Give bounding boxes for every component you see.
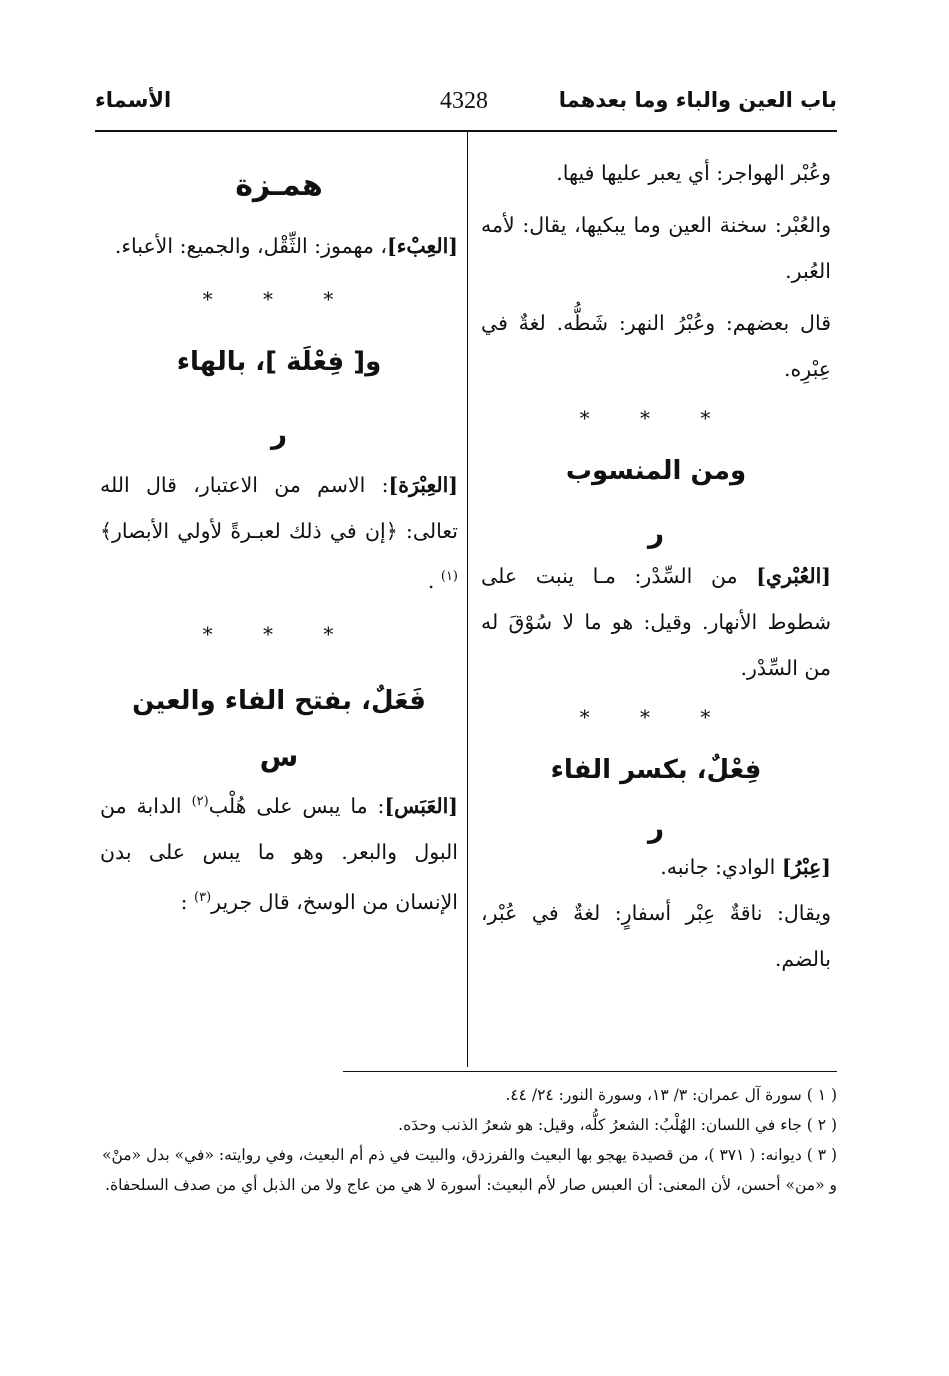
entry-term: [العِبْرَة] [388,473,458,497]
entry-term: [العَبَس] [384,793,459,818]
letter-heading: ر [647,516,665,549]
column-divider [467,132,468,1067]
dictionary-entry [100,223,458,269]
section-separator: * * * [579,406,733,430]
footnote-ref: (٣) [194,889,212,905]
section-separator: * * * [202,287,356,311]
footnote: ( ١ ) سورة آل عمران: ٣/ ١٣، وسورة النور: ٢٤/ ٤٤. [505,1086,837,1104]
entry-definition: الدابة من البول والبعر. وهو ما يبس على بدن الإنسان من الوسخ، قال جرير [100,793,458,914]
dictionary-entry [100,462,458,604]
entry-definition: الوادي: جانبه. [660,855,782,879]
footnote-ref: (٢) [191,793,209,809]
entry-term: [العِبْء] [387,234,458,258]
entry-term: [العُبْري] [756,564,831,588]
footnotes [102,1080,837,1200]
entry-punctuation: : [180,889,195,914]
footnote-rule [343,1071,837,1072]
entry-text: قال بعضهم: وعُبْرُ النهر: شَطُّه. لغةٌ في عِبْرِه. [481,311,831,381]
entry-definition: : الاسم من الاعتبار، قال الله تعالى: ﴿إن في ذلك لعبـرةً لأولي الأبصار﴾ [100,473,458,543]
section-heading: و[ فِعْلَة ]، بالهاء [176,347,382,377]
entry-definition: ، مهموز: الثِّقْل، والجميع: الأعباء. [114,234,387,258]
letter-heading: ر [647,811,665,844]
entry-punctuation: . [427,568,441,593]
entry-definition: : ما يبس على هُلْب [208,793,385,818]
entry-term: [عِبْرُ] [781,855,831,879]
entry-text: ويقال: ناقةٌ عِبْر أسفارٍ: لغةٌ في عُبْر، بالضم. [481,901,831,971]
section-heading: فَعَلٌ، بفتح الفاء والعين [132,685,426,716]
dictionary-entry [100,779,458,925]
section-separator: * * * [202,621,356,646]
entry-definition: من السِّدْر: مـا ينبت على شطوط الأنهار. وقيل: هو ما لا سُوْقَ له من السِّدْر. [481,564,831,680]
page-number: 4328 [440,88,488,114]
dictionary-entry [481,844,831,890]
letter-heading: س [259,739,299,773]
section-heading: همـزة [235,168,323,203]
dictionary-entry [481,553,831,691]
entry-text: وعُبْر الهواجر: أي يعبر عليها فيها. [556,161,831,185]
footnote: ( ٣ ) ديوانه: ( ٣٧١ )، من قصيدة يهجو بها البعيث والفرزدق، والبيت في ذم أم البعيث، وفي روايته: «في» بدل «منْ» و «من» أحسن، لأن المعنى: أن العبس صار لأم البعيث: أسورة لا هي من عاج ولا من الذبل أي من صدف السلحفاة. [102,1146,837,1194]
section-heading: فِعْلٌ، بكسر الفاء [550,755,762,785]
letter-heading: ر [270,417,288,450]
section-heading: ومن المنسوب [565,456,747,486]
footnote-ref: (١) [440,569,458,584]
header-rule [95,130,837,132]
section-separator: * * * [579,705,733,729]
footnote: ( ٢ ) جاء في اللسان: الهُلْبُ: الشعرُ كلُّه، وقيل: هو شعرُ الذنب وحدَه. [398,1116,837,1134]
right-column [481,150,831,982]
running-section-title: باب العين والباء وما بعدهما [558,88,837,112]
running-category: الأسماء [95,88,172,112]
left-column [100,150,458,924]
page-header [95,88,837,132]
entry-text: والعُبْر: سخنة العين وما يبكيها، يقال: لأمه العُبر. [481,213,831,283]
